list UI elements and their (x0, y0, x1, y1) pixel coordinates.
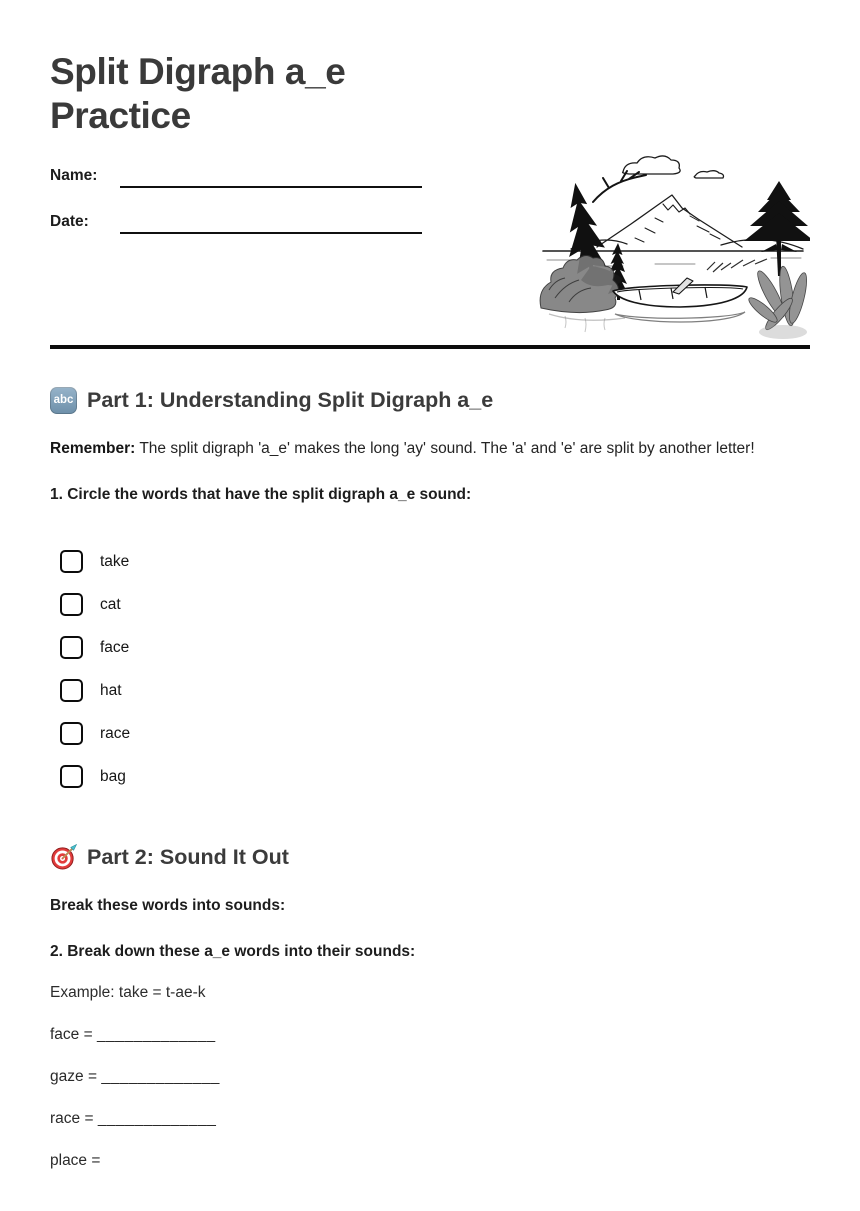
word-label: place (50, 1152, 88, 1170)
canoe (613, 278, 747, 307)
worksheet-page (0, 50, 860, 1211)
cloud-icon (623, 156, 681, 174)
sound-breakdown-row (50, 1067, 810, 1086)
bare-branch (593, 171, 646, 202)
name-input-line[interactable] (120, 165, 422, 188)
part2-heading: Part 2: Sound It Out (87, 845, 289, 870)
answer-blank[interactable]: _____________ (101, 1068, 220, 1086)
name-field-row (50, 165, 422, 188)
word-option-label: face (100, 638, 130, 656)
word-option-label: take (100, 552, 130, 570)
question-2: 2. Break down these a_e words into their sounds: (50, 943, 416, 961)
word-option-label: cat (100, 595, 121, 613)
example-line: Example: take = t-ae-k (50, 984, 206, 1002)
part1-heading-row (50, 385, 810, 415)
sound-breakdown-row (50, 1025, 810, 1044)
canoe-reflection (615, 312, 745, 322)
word-option-label: bag (100, 767, 126, 785)
question-1: 1. Circle the words that have the split digraph a_e sound: (50, 486, 472, 504)
date-input-line[interactable] (120, 211, 422, 234)
word-label: gaze (50, 1068, 84, 1086)
part1-heading: Part 1: Understanding Split Digraph a_e (87, 388, 494, 413)
word-option-row (60, 636, 810, 659)
cloud-icon (694, 171, 723, 178)
word-option-row (60, 550, 810, 573)
equals-sign: = (91, 1152, 101, 1170)
equals-sign: = (83, 1026, 93, 1044)
date-field-row (50, 211, 422, 234)
equals-sign: = (87, 1068, 97, 1086)
word-checkbox[interactable] (60, 636, 83, 659)
date-label: Date: (50, 213, 89, 231)
fern-cluster (540, 255, 618, 312)
section-divider (50, 345, 810, 349)
part2-heading-row (50, 842, 810, 872)
word-option-label: hat (100, 681, 122, 699)
part2-instruction: Break these words into sounds: (50, 897, 286, 915)
word-checkbox[interactable] (60, 550, 83, 573)
remember-text: The split digraph 'a_e' makes the long 'ay' sound. The 'a' and 'e' are split by another letter! (139, 440, 755, 458)
word-label: race (50, 1110, 81, 1128)
word-label: face (50, 1026, 80, 1044)
word-option-label: race (100, 724, 131, 742)
remember-label: Remember: (50, 440, 136, 458)
fern-reflection (759, 325, 807, 339)
word-option-row (60, 722, 810, 745)
equals-sign: = (84, 1110, 94, 1128)
word-checkbox[interactable] (60, 765, 83, 788)
answer-blank[interactable]: _____________ (97, 1110, 217, 1128)
word-checkbox[interactable] (60, 722, 83, 745)
word-option-row (60, 679, 810, 702)
lake-canoe-illustration (535, 148, 810, 340)
word-option-row (60, 765, 810, 788)
dart-target-icon (50, 844, 77, 871)
word-option-row (60, 593, 810, 616)
word-checkbox[interactable] (60, 679, 83, 702)
pine-tree-right (744, 181, 810, 276)
grass-tuft (707, 259, 767, 272)
abc-input-letters-icon: abc (50, 387, 77, 414)
name-label: Name: (50, 167, 98, 185)
answer-blank[interactable]: _____________ (97, 1026, 216, 1044)
remember-note (50, 439, 810, 458)
word-checklist (60, 550, 810, 788)
sound-breakdown-row (50, 1109, 810, 1128)
page-title: Split Digraph a_e Practice (50, 51, 346, 136)
word-checkbox[interactable] (60, 593, 83, 616)
